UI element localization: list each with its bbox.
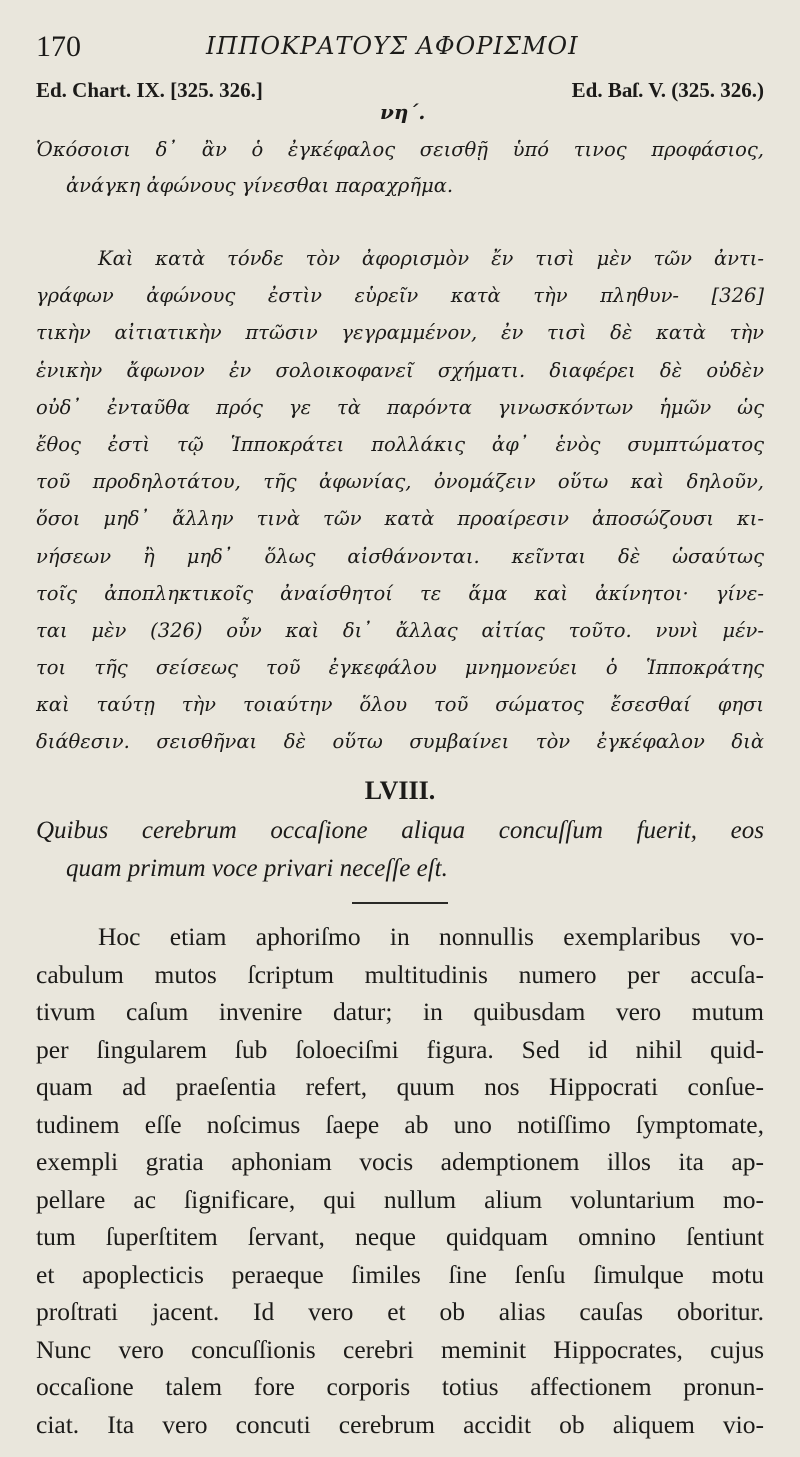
greek-commentary-line: τικὴν αἰτιατικὴν πτῶσιν γεγραμμένον, ἐν τισὶ δὲ κατὰ τὴν [36, 321, 764, 345]
greek-commentary-line: ἑνικὴν ἄφωνον ἐν σολοικοφανεῖ σχήματι. διαφέρει δὲ οὐδὲν [36, 358, 764, 382]
latin-commentary [36, 918, 764, 1443]
latin-aphorism-line: quam primum voce privari neceſſe eſt. [66, 855, 448, 882]
latin-commentary-line: tum ſuperſtitem ſervant, neque quidquam omnino ſentiunt [36, 1222, 764, 1251]
latin-commentary-line: proſtrati jacent. Id vero et ob alias cauſas oboritur. [36, 1297, 764, 1326]
latin-commentary-line: occaſione talem fore corporis totius affectionem pronun- [36, 1372, 764, 1401]
edition-chartier-ref: Ed. Chart. IX. [325. 326.] [36, 78, 263, 102]
greek-commentary-line: ἔθος ἐστὶ τῷ Ἱπποκράτει πολλάκις ἀφ᾽ ἑνὸς συμπτώματος [36, 432, 764, 456]
greek-commentary-line: διάθεσιν. σεισθῆναι δὲ οὕτω συμβαίνει τὸν ἐγκέφαλον διὰ [36, 730, 764, 754]
greek-aphorism-number: νη΄. [380, 100, 426, 124]
greek-commentary-line: τοῦ προδηλοτάτου, τῆς ἀφωνίας, ὀνομάζειν οὕτω καὶ δηλοῦν, [36, 470, 764, 494]
greek-aphorism-line: Ὁκόσοισι δ᾽ ἂν ὁ ἐγκέφαλος σεισθῇ ὑπό τινος προφάσιος, [36, 138, 764, 161]
latin-commentary-line: cabulum mutos ſcriptum multitudinis numero per accuſa- [36, 959, 764, 989]
greek-commentary [36, 240, 764, 761]
latin-aphorism-line: Quibus cerebrum occaſione aliqua concuſſum fuerit, eos [36, 817, 764, 844]
latin-commentary-line: et apoplecticis peraeque ſimiles ſine ſenſu ſimulque motu [36, 1259, 764, 1289]
latin-commentary-line: exempli gratia aphoniam vocis ademptionem illos ita ap- [36, 1147, 764, 1176]
greek-commentary-line: Καὶ κατὰ τόνδε τὸν ἀφορισμὸν ἔν τισὶ μὲν τῶν ἀντι- [98, 247, 764, 270]
latin-commentary-line: pellare ac ſignificare, qui nullum alium voluntarium mo- [36, 1184, 764, 1214]
page-number: 170 [36, 30, 81, 63]
latin-commentary-line: tudinem eſſe noſcimus ſaepe ab uno notiſſimo ſymptomate, [36, 1109, 764, 1139]
greek-commentary-line: τοῖς ἀποπληκτικοῖς ἀναίσθητοί τε ἅμα καὶ ἀκίνητοι· γίνε- [36, 581, 764, 605]
latin-commentary-line: Nunc vero concuſſionis cerebri meminit Hippocrates, cujus [36, 1334, 764, 1364]
edition-basel-ref: Ed. Baſ. V. (325. 326.) [571, 78, 764, 102]
section-divider [352, 902, 448, 904]
running-title: ΙΠΠΟΚΡΑΤΟΥΣ ΑΦΟΡΙΣΜΟΙ [206, 32, 579, 60]
latin-aphorism [36, 812, 764, 888]
greek-commentary-line: τοι τῆς σείσεως τοῦ ἐγκεφάλου μνημονεύει ὁ Ἱπποκράτης [36, 656, 764, 680]
latin-commentary-line: ciat. Ita vero concuti cerebrum accidit ob aliquem vio- [36, 1409, 764, 1439]
greek-commentary-line: νήσεων ἢ μηδ᾽ ὅλως αἰσθάνονται. κεῖνται δὲ ὡσαύτως [36, 544, 764, 568]
greek-commentary-line: ται μὲν (326) οὖν καὶ δι᾽ ἄλλας αἰτίας τοῦτο. νυνὶ μέν- [36, 618, 764, 642]
latin-commentary-line: per ſingularem ſub ſoloeciſmi figura. Sed id nihil quid- [36, 1034, 764, 1064]
latin-aphorism-number: LVIII. [364, 776, 436, 805]
greek-commentary-line: γράφων ἀφώνους ἐστὶν εὑρεῖν κατὰ τὴν πληθυν- [326] [36, 284, 764, 308]
latin-commentary-line: Hoc etiam aphoriſmo in nonnullis exemplaribus vo- [98, 922, 764, 951]
greek-aphorism [36, 132, 764, 204]
greek-commentary-line: οὐδ᾽ ἐνταῦθα πρός γε τὰ παρόντα γινωσκόντων ἡμῶν ὡς [36, 395, 764, 419]
latin-commentary-line: tivum caſum invenire datur; in quibusdam vero mutum [36, 997, 764, 1026]
greek-commentary-line: καὶ ταύτῃ τὴν τοιαύτην ὅλου τοῦ σώματος ἔσεσθαί φησι [36, 693, 764, 717]
greek-commentary-line: ὅσοι μηδ᾽ ἄλλην τινὰ τῶν κατὰ προαίρεσιν ἀποσώζουσι κι- [36, 507, 764, 531]
latin-commentary-line: quam ad praeſentia refert, quum nos Hippocrati conſue- [36, 1072, 764, 1101]
greek-aphorism-line: ἀνάγκη ἀφώνους γίνεσθαι παραχρῆμα. [66, 174, 454, 197]
page-header [36, 26, 764, 66]
